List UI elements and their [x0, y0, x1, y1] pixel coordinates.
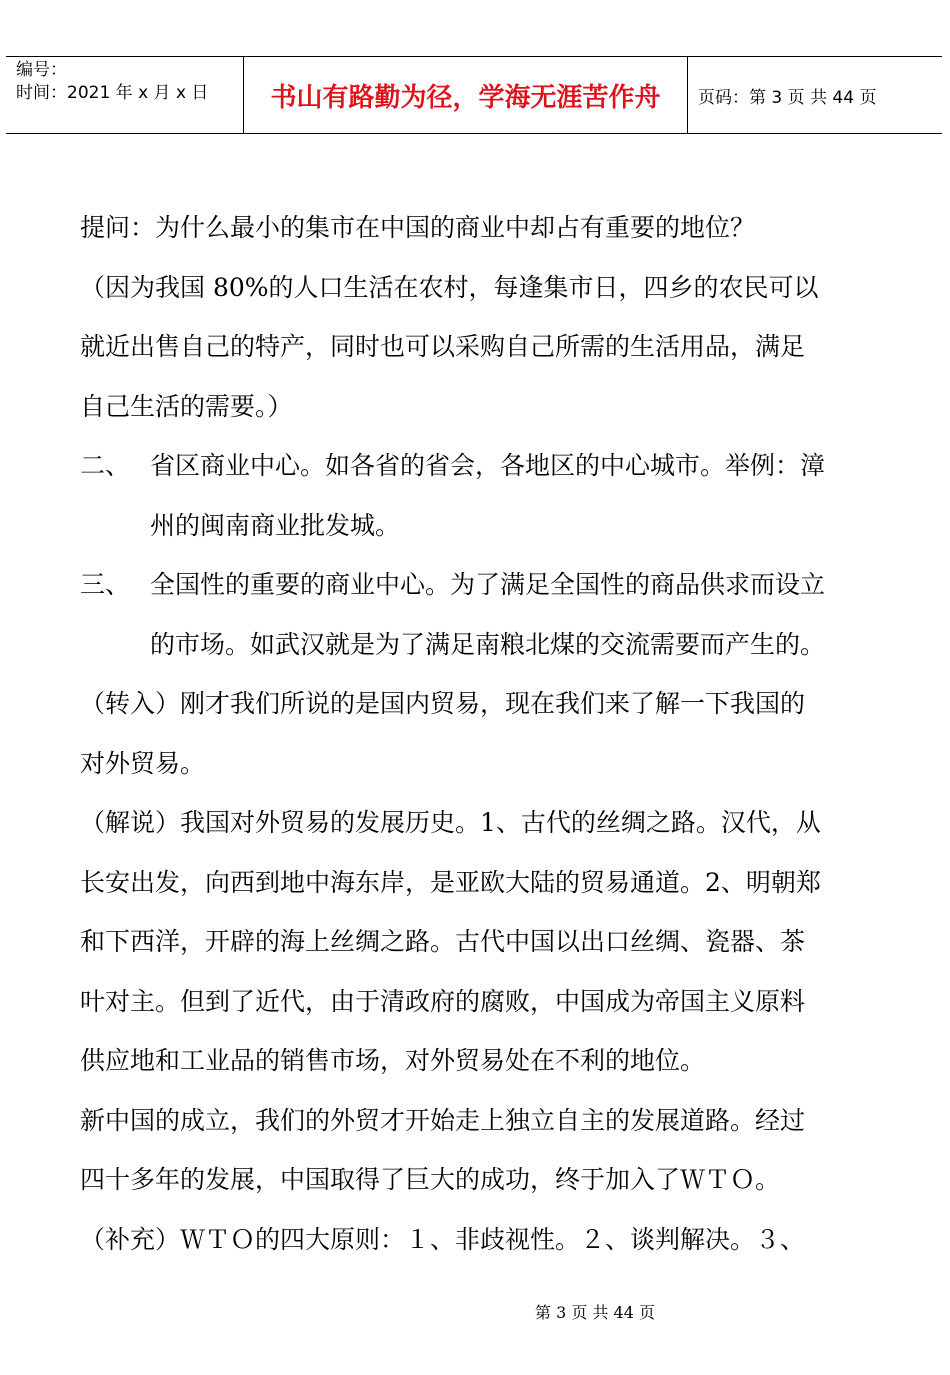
list-number: 三、: [80, 570, 131, 599]
list-line: 的市场。如武汉就是为了满足南粮北煤的交流需要而产生的。: [150, 629, 826, 659]
explain-line: 长安出发，向西到地中海东岸，是亚欧大陆的贸易通道。2、明朝郑: [80, 867, 821, 897]
new-china-line: 新中国的成立，我们的外贸才开始走上独立自主的发展道路。经过: [80, 1105, 806, 1135]
answer-line: 就近出售自己的特产，同时也可以采购自己所需的生活用品，满足: [80, 332, 806, 361]
list-line: 州的闽南商业批发城。: [150, 510, 401, 540]
list-item-two: [80, 436, 870, 555]
list-line: 全国性的重要的商业中心。为了满足全国性的商品供求而设立: [150, 570, 826, 599]
page-footer: [0, 1300, 950, 1323]
explain-line: 叶对主。但到了近代，由于清政府的腐败，中国成为帝国主义原料: [80, 986, 806, 1016]
document-header: [6, 56, 942, 134]
answer-line: 自己生活的需要。）: [80, 391, 293, 421]
answer-line: （因为我国 80%的人口生活在农村，每逢集市日，四乡的农民可以: [80, 272, 819, 302]
header-meta: [6, 57, 244, 133]
list-number: 二、: [80, 451, 131, 480]
header-motto: 书山有路勤为径，学海无涯苦作舟: [244, 57, 688, 133]
new-china-line: 四十多年的发展，中国取得了巨大的成功，终于加入了ＷＴＯ。: [80, 1165, 781, 1194]
transition-line: （转入）刚才我们所说的是国内贸易，现在我们来了解一下我国的: [80, 689, 806, 718]
footer-page-number: 第 3 页 共 44 页: [535, 1303, 655, 1322]
list-line: 省区商业中心。如各省的省会，各地区的中心城市。举例：漳: [150, 451, 826, 480]
explain-line: 供应地和工业品的销售市场，对外贸易处在不利的地位。: [80, 1046, 706, 1075]
document-number-label: 编号：: [16, 60, 67, 80]
transition-line: 对外贸易。: [80, 748, 206, 778]
list-item-three: [80, 555, 870, 674]
supplement-line: （补充）ＷＴＯ的四大原则：１、非歧视性。２、谈判解决。３、: [80, 1224, 806, 1254]
header-page-info: 页码：第 3 页 共 44 页: [698, 87, 877, 108]
document-body: [80, 198, 870, 1269]
explain-line: （解说）我国对外贸易的发展历史。1、古代的丝绸之路。汉代，从: [80, 808, 821, 837]
explain-line: 和下西洋，开辟的海上丝绸之路。古代中国以出口丝绸、瓷器、茶: [80, 927, 806, 956]
question-paragraph: 提问：为什么最小的集市在中国的商业中却占有重要的地位？: [80, 213, 756, 242]
document-time-label: 时间：2021 年 x 月 x 日: [16, 83, 209, 103]
